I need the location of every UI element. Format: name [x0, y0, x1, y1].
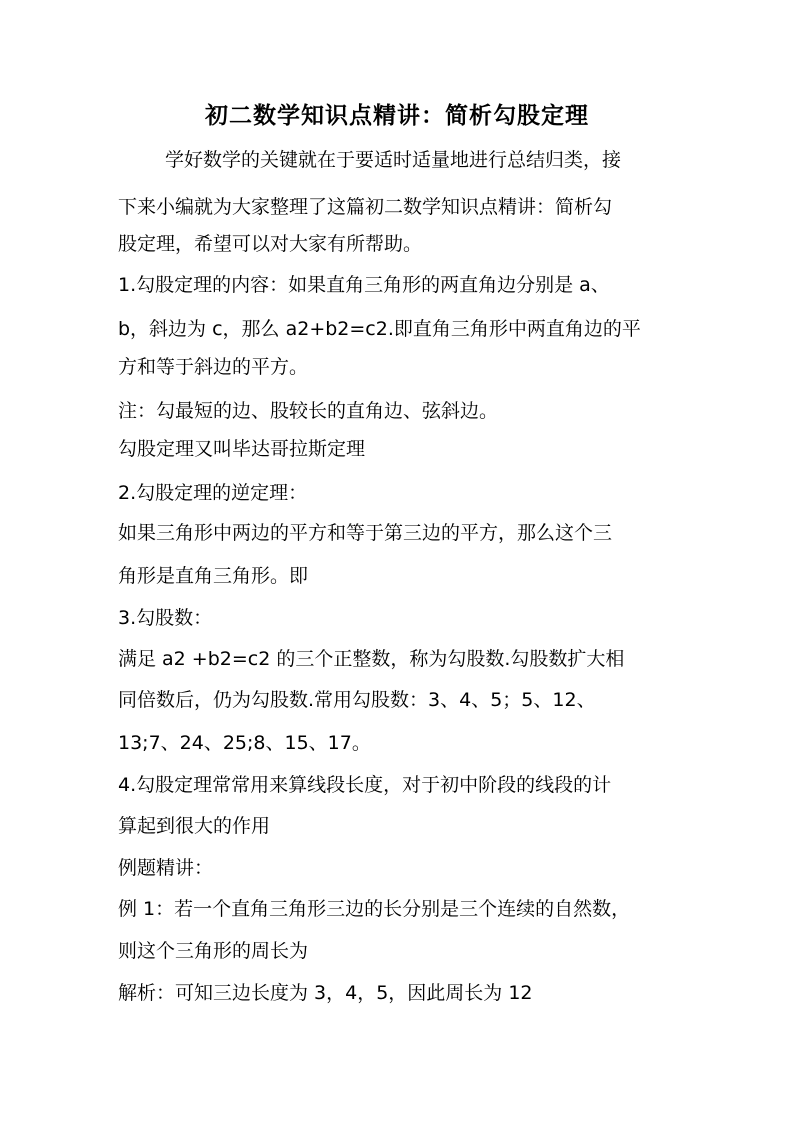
paragraph-line: 满足 a2 +b2=c2 的三个正整数，称为勾股数.勾股数扩大相 — [118, 648, 625, 670]
document-title: 初二数学知识点精讲：简析勾股定理 — [205, 102, 589, 129]
paragraph-line: 注：勾最短的边、股较长的直角边、弦斜边。 — [118, 400, 499, 422]
paragraph-line: 勾股定理又叫毕达哥拉斯定理 — [118, 438, 366, 460]
paragraph-line: 算起到很大的作用 — [118, 815, 271, 837]
section-heading: 3.勾股数： — [118, 607, 213, 629]
paragraph-line: 下来小编就为大家整理了这篇初二数学知识点精讲：简析勾 — [118, 196, 613, 218]
paragraph-line: 4.勾股定理常常用来算线段长度，对于初中阶段的线段的计 — [118, 774, 612, 796]
paragraph-line: 股定理，希望可以对大家有所帮助。 — [118, 233, 423, 255]
section-heading: 例题精讲： — [118, 857, 214, 879]
paragraph-line: 角形是直角三角形。即 — [118, 565, 309, 587]
paragraph-line: 同倍数后，仍为勾股数.常用勾股数：3、4、5；5、12、 — [118, 689, 596, 711]
paragraph-line: 方和等于斜边的平方。 — [118, 356, 309, 378]
paragraph-line: 如果三角形中两边的平方和等于第三边的平方，那么这个三 — [118, 522, 613, 544]
section-heading: 2.勾股定理的逆定理： — [118, 482, 308, 504]
paragraph-line: 学好数学的关键就在于要适时适量地进行总结归类，接 — [165, 149, 622, 171]
paragraph-line: 例 1：若一个直角三角形三边的长分别是三个连续的自然数， — [118, 898, 631, 920]
paragraph-line: b，斜边为 c，那么 a2+b2=c2.即直角三角形中两直角边的平 — [118, 318, 641, 340]
paragraph-line: 则这个三角形的周长为 — [118, 940, 309, 962]
paragraph-line: 解析：可知三边长度为 3，4，5，因此周长为 12 — [118, 982, 533, 1004]
paragraph-line: 13;7、24、25;8、15、17。 — [118, 732, 371, 754]
paragraph-line: 1.勾股定理的内容：如果直角三角形的两直角边分别是 a、 — [118, 274, 610, 296]
